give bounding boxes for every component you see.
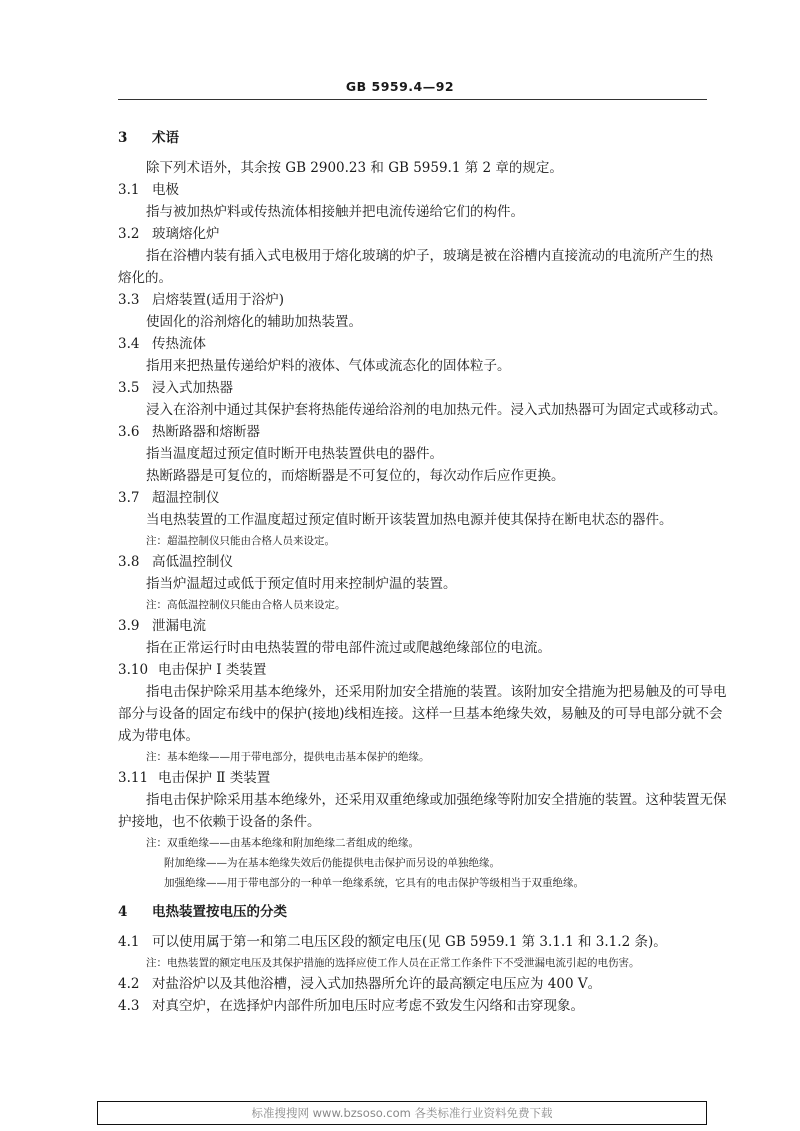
document-id-header: GB 5959.4—92 [345,79,455,94]
header-rule [118,99,707,100]
term-3-6-definition-2: 热断路器是可复位的，而熔断器是不可复位的，每次动作后应作更换。 [146,468,565,484]
footer-text: 标准搜搜网 www.bzsoso.com 各类标准行业资料免费下载 [251,1106,553,1120]
term-3-11-heading: 3.11 电击保护 Ⅱ 类装置 [118,770,271,786]
term-3-8-definition: 指当炉温超过或低于预定值时用来控制炉温的装置。 [146,576,457,592]
term-3-11-note-1: 注：双重绝缘——由基本绝缘和附加绝缘二者组成的绝缘。 [146,837,419,849]
footer-watermark-box [97,1101,707,1125]
term-3-6-heading: 3.6 热断路器和熔断器 [118,424,260,440]
term-3-6-definition: 指当温度超过预定值时断开电热装置供电的器件。 [146,446,443,462]
term-3-1-definition: 指与被加热炉料或传热流体相接触并把电流传递给它们的构件。 [146,204,524,220]
term-3-9-heading: 3.9 泄漏电流 [118,618,206,634]
term-3-3-definition: 使固化的浴剂熔化的辅助加热装置。 [146,314,362,330]
clause-4-2: 4.2 对盐浴炉以及其他浴槽，浸入式加热器所允许的最高额定电压应为 400 V。 [118,976,602,992]
clause-4-1-note: 注：电热装置的额定电压及其保护措施的选择应使工作人员在正常工作条件下不受泄漏电流引起的电伤害。 [146,957,640,969]
term-3-10-note: 注：基本绝缘——用于带电部分，提供电击基本保护的绝缘。 [146,751,430,763]
term-3-4-heading: 3.4 传热流体 [118,336,206,352]
clause-4-3: 4.3 对真空炉，在选择炉内部件所加电压时应考虑不致发生闪络和击穿现象。 [118,998,584,1014]
term-3-2-definition-cont: 熔化的。 [118,270,172,286]
term-3-7-definition: 当电热装置的工作温度超过预定值时断开该装置加热电源并使其保持在断电状态的器件。 [146,512,673,528]
term-3-9-definition: 指在正常运行时由电热装置的带电部件流过或爬越绝缘部位的电流。 [146,640,551,656]
term-3-11-definition: 指电击保护除采用基本绝缘外，还采用双重绝缘或加强绝缘等附加安全措施的装置。这种装置无保 [146,792,727,808]
term-3-11-note-3: 加强绝缘——用于带电部分的一种单一绝缘系统，它具有的电击保护等级相当于双重绝缘。 [164,877,584,889]
section-3-heading: 3 术语 [118,130,179,146]
section-3-intro: 除下列术语外，其余按 GB 2900.23 和 GB 5959.1 第 2 章的规定。 [146,160,563,176]
term-3-8-heading: 3.8 高低温控制仪 [118,554,233,570]
term-3-10-definition-cont-2: 成为带电体。 [118,728,199,744]
term-3-3-heading: 3.3 启熔装置(适用于浴炉) [118,292,285,308]
term-3-7-note: 注：超温控制仪只能由合格人员来设定。 [146,535,335,547]
term-3-11-note-2: 附加绝缘——为在基本绝缘失效后仍能提供电击保护而另设的单独绝缘。 [164,857,500,869]
term-3-8-note: 注：高低温控制仪只能由合格人员来设定。 [146,599,346,611]
term-3-4-definition: 指用来把热量传递给炉料的液体、气体或流态化的固体粒子。 [146,358,511,374]
clause-4-1: 4.1 可以使用属于第一和第二电压区段的额定电压(见 GB 5959.1 第 3.1.1 和 3.1.2 条)。 [118,934,667,950]
term-3-7-heading: 3.7 超温控制仪 [118,490,220,506]
term-3-1-heading: 3.1 电极 [118,182,179,198]
term-3-10-heading: 3.10 电击保护 I 类装置 [118,662,267,678]
term-3-2-definition: 指在浴槽内装有插入式电极用于熔化玻璃的炉子，玻璃是被在浴槽内直接流动的电流所产生的热 [146,248,713,264]
term-3-5-heading: 3.5 浸入式加热器 [118,380,233,396]
term-3-11-definition-cont: 护接地，也不依赖于设备的条件。 [118,814,321,830]
term-3-10-definition: 指电击保护除采用基本绝缘外，还采用附加安全措施的装置。该附加安全措施为把易触及的可导电 [146,684,727,700]
term-3-2-heading: 3.2 玻璃熔化炉 [118,226,220,242]
document-body [118,127,727,1017]
section-4-heading: 4 电热装置按电压的分类 [118,904,287,920]
term-3-5-definition: 浸入在浴剂中通过其保护套将热能传递给浴剂的电加热元件。浸入式加热器可为固定式或移动式。 [146,402,727,418]
term-3-10-definition-cont-1: 部分与设备的固定布线中的保护(接地)线相连接。这样一旦基本绝缘失效，易触及的可导电部分就不会 [118,706,723,722]
